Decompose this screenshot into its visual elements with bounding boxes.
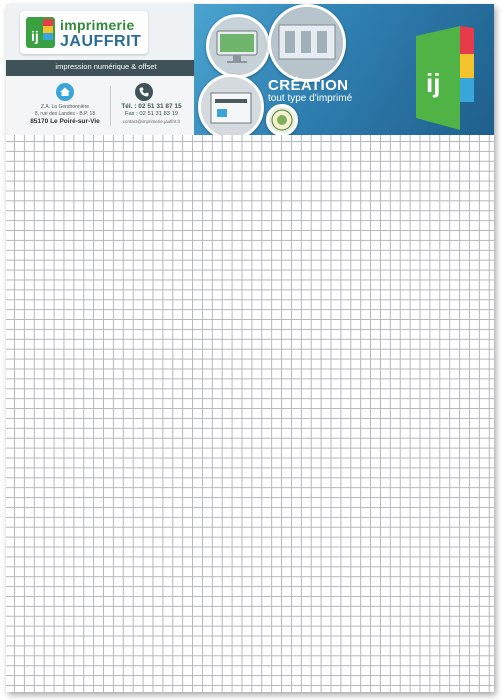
company-logo (20, 11, 148, 54)
address-line-1: Z.A. La Gendronnière (40, 104, 90, 110)
email: contact@imprimerie.jauffrit.fr (122, 119, 181, 124)
press-photo (268, 4, 346, 82)
promo-title: CRÉATION (268, 77, 349, 94)
header-banner (6, 4, 494, 135)
building-ij-logo-icon (410, 26, 476, 130)
computer-photo (206, 14, 270, 78)
printer-photo (198, 74, 264, 135)
home-icon (56, 83, 74, 101)
notepad-sheet (6, 4, 494, 692)
phone-icon (135, 83, 153, 101)
address-line-3: 85170 Le Poiré-sur-Vie (30, 118, 100, 125)
promo-subtitle: tout type d'imprimé (268, 93, 353, 104)
svg-text:ij: ij (426, 68, 441, 98)
tagline: impression numérique & offset (55, 62, 157, 71)
ij-logo-icon (26, 17, 55, 48)
seal-badge-icon (266, 104, 298, 135)
logo-text-imprimerie: imprimerie (60, 17, 135, 33)
contact-divider (110, 86, 111, 126)
logo-text-jauffrit: JAUFFRIT (60, 33, 142, 50)
graph-paper-grid (6, 135, 494, 692)
address-line-2: 8, rue des Landes - B.P. 18 (34, 111, 96, 117)
fax: Fax : 02 51 31 83 19 (124, 111, 179, 117)
svg-text:ij: ij (31, 28, 39, 44)
telephone: Tél. : 02 51 31 87 15 (121, 103, 182, 110)
